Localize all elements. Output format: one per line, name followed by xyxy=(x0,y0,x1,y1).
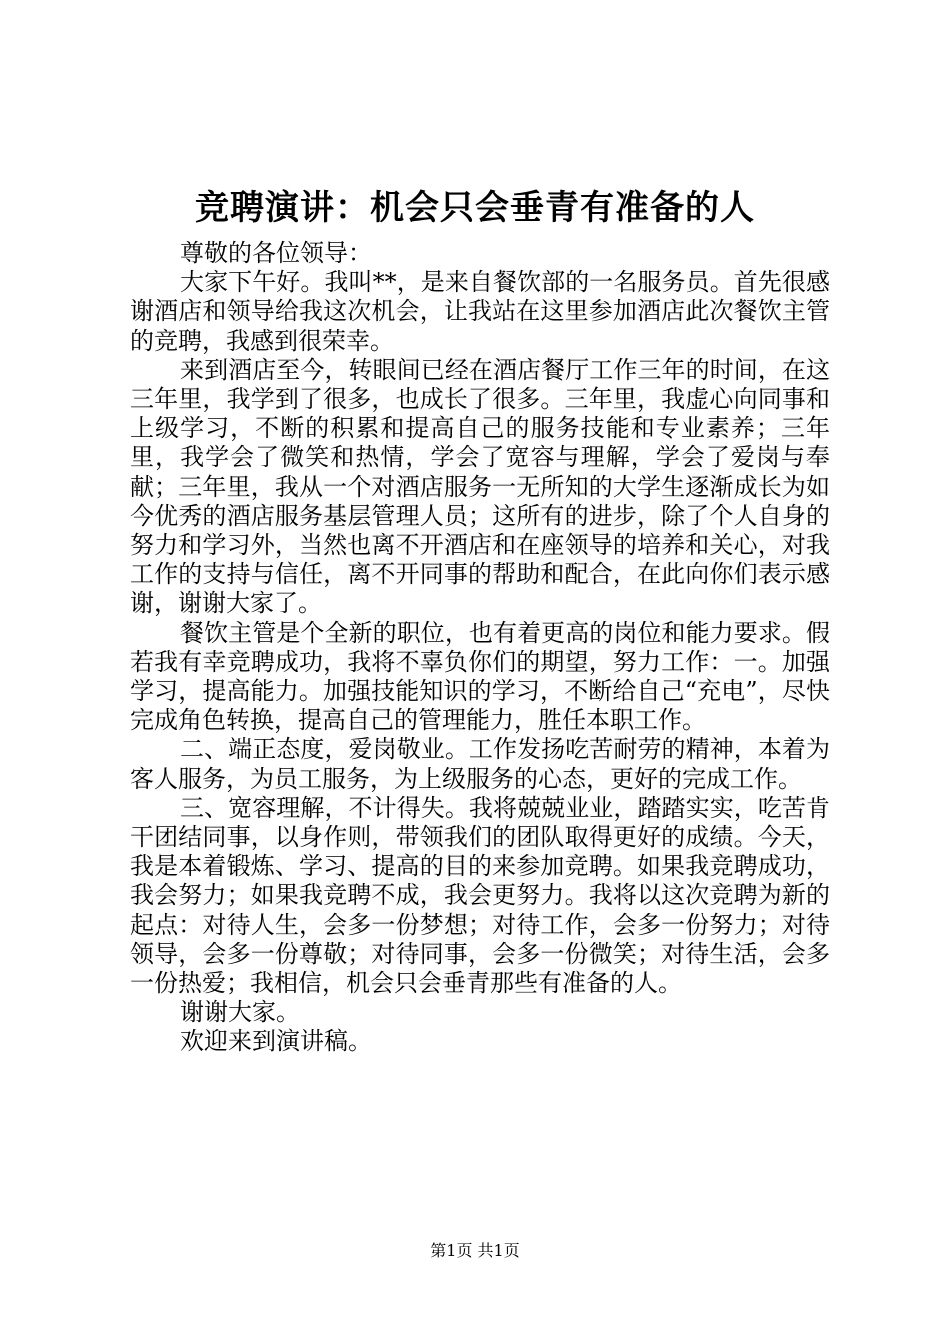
intro-paragraph: 大家下午好。我叫**，是来自餐饮部的一名服务员。首先很感谢酒店和领导给我这次机会，让我站在这里参加酒店此次餐饮主管的竞聘，我感到很荣幸。 xyxy=(130,268,830,355)
plan-point-one-paragraph: 餐饮主管是个全新的职位，也有着更高的岗位和能力要求。假若我有幸竞聘成功，我将不辜负你们的期望，努力工作：一。加强学习，提高能力。加强技能知识的学习，不断给自己“充电”，尽快完成角色转换，提高自己的管理能力，胜任本职工作。 xyxy=(130,618,830,735)
closing-paragraph: 欢迎来到演讲稿。 xyxy=(180,1027,372,1056)
document-body xyxy=(130,239,830,1057)
salutation-paragraph: 尊敬的各位领导： xyxy=(180,239,372,267)
document-title: 竞聘演讲：机会只会垂青有准备的人 xyxy=(195,188,755,228)
experience-paragraph: 来到酒店至今，转眼间已经在酒店餐厅工作三年的时间，在这三年里，我学到了很多，也成长了很多。三年里，我虚心向同事和上级学习，不断的积累和提高自己的服务技能和专业素养；三年里，我学会了微笑和热情，学会了宽容与理解，学会了爱岗与奉献；三年里，我从一个对酒店服务一无所知的大学生逐渐成长为如今优秀的酒店服务基层管理人员；这所有的进步，除了个人自身的努力和学习外，当然也离不开酒店和在座领导的培养和关心，对我工作的支持与信任，离不开同事的帮助和配合，在此向你们表示感谢，谢谢大家了。 xyxy=(130,355,830,618)
thanks-paragraph: 谢谢大家。 xyxy=(180,998,300,1027)
plan-point-two-paragraph: 二、端正态度，爱岗敬业。工作发扬吃苦耐劳的精神，本着为客人服务，为员工服务，为上级服务的心态，更好的完成工作。 xyxy=(130,735,830,793)
plan-point-three-paragraph: 三、宽容理解，不计得失。我将兢兢业业，踏踏实实，吃苦肯干团结同事，以身作则，带领我们的团队取得更好的成绩。今天，我是本着锻炼、学习、提高的目的来参加竞聘。如果我竞聘成功，我会努力；如果我竞聘不成，我会更努力。我将以这次竞聘为新的起点：对待人生，会多一份梦想；对待工作，会多一份努力；对待领导，会多一份尊敬；对待同事，会多一份微笑；对待生活，会多一份热爱；我相信，机会只会垂青那些有准备的人。 xyxy=(130,793,830,998)
page-number-footer: 第1页 共1页 xyxy=(430,1241,520,1260)
